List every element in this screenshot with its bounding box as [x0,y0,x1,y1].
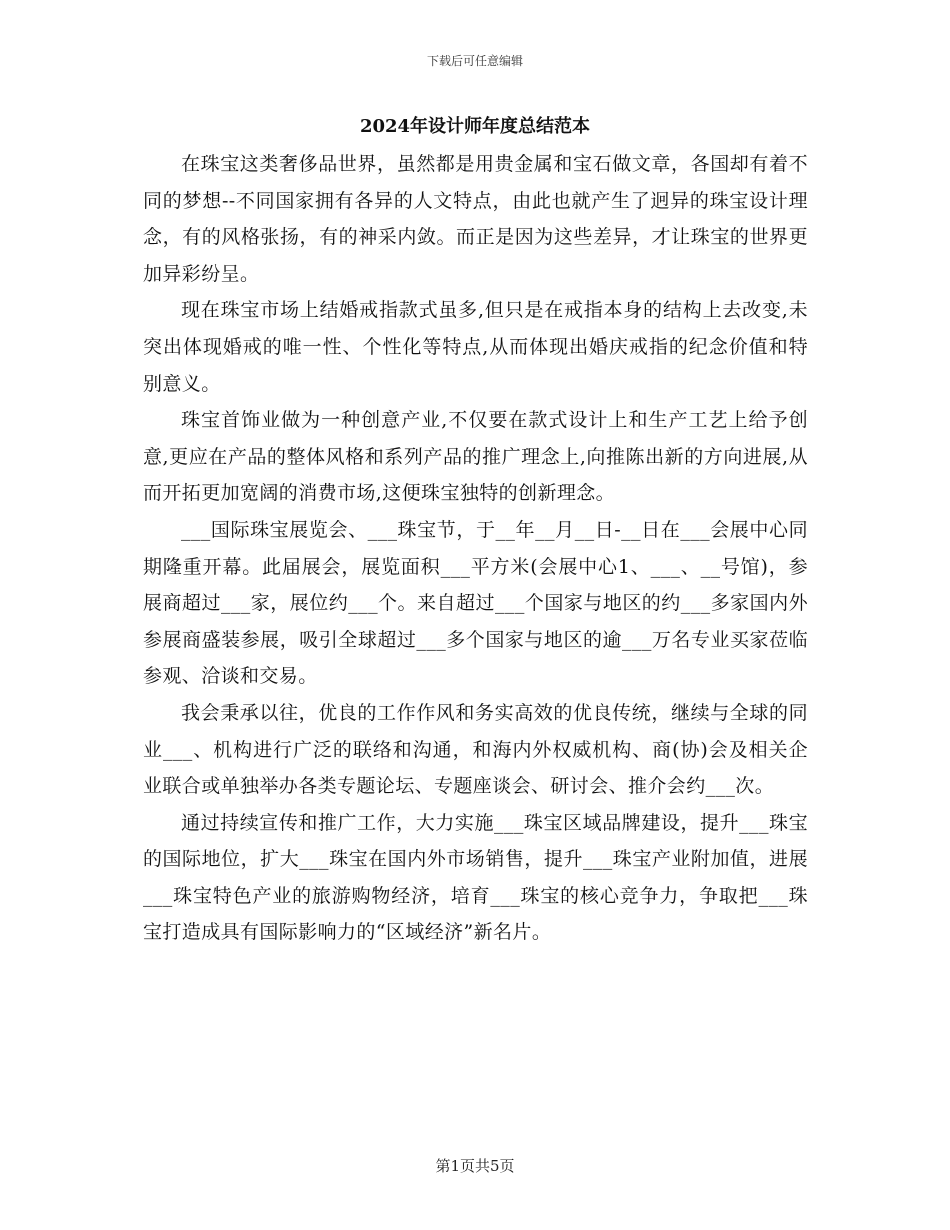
paragraph-6: 通过持续宣传和推广工作，大力实施___珠宝区域品牌建设，提升___珠宝的国际地位，扩大___珠宝在国内外市场销售，提升___珠宝产业附加值，进展___珠宝特色产业的旅游购物经济，培育___珠宝的核心竞争力，争取把___珠宝打造成具有国际影响力的“区域经济”新名片。 [143,811,808,944]
page-number-footer: 第1页共5页 [435,1157,515,1175]
paragraph-2: 现在珠宝市场上结婚戒指款式虽多,但只是在戒指本身的结构上去改变,未突出体现婚戒的唯一性、个性化等特点,从而体现出婚庆戒指的纪念价值和特别意义。 [143,299,808,395]
paragraph-1: 在珠宝这类奢侈品世界，虽然都是用贵金属和宝石做文章，各国却有着不同的梦想--不同国家拥有各异的人文特点，由此也就产生了迥异的珠宝设计理念，有的风格张扬，有的神采内敛。而正是因为这些差异，才让珠宝的世界更加异彩纷呈。 [143,153,808,285]
page-header-note: 下载后可任意编辑 [426,54,523,68]
document-title: 2024年设计师年度总结范本 [359,116,591,137]
paragraph-5: 我会秉承以往，优良的工作作风和务实高效的优良传统，继续与全球的同业___、机构进行广泛的联络和沟通，和海内外权威机构、商(协)会及相关企业联合或单独举办各类专题论坛、专题座谈会、研讨会、推介会约___次。 [143,701,808,798]
paragraph-4: ___国际珠宝展览会、___珠宝节，于__年__月__日-__日在___会展中心同期隆重开幕。此届展会，展览面积___平方米(会展中心1、___、__号馆)，参展商超过___家，展位约___个。来自超过___个国家与地区的约___多家国内外参展商盛装参展，吸引全球超过___多个国家与地区的逾___万名专业买家莅临参观、洽谈和交易。 [143,518,808,688]
paragraph-3: 珠宝首饰业做为一种创意产业,不仅要在款式设计上和生产工艺上给予创意,更应在产品的整体风格和系列产品的推广理念上,向推陈出新的方向进展,从而开拓更加宽阔的消费市场,这便珠宝独特的创新理念。 [143,409,808,505]
document-body [143,146,808,951]
